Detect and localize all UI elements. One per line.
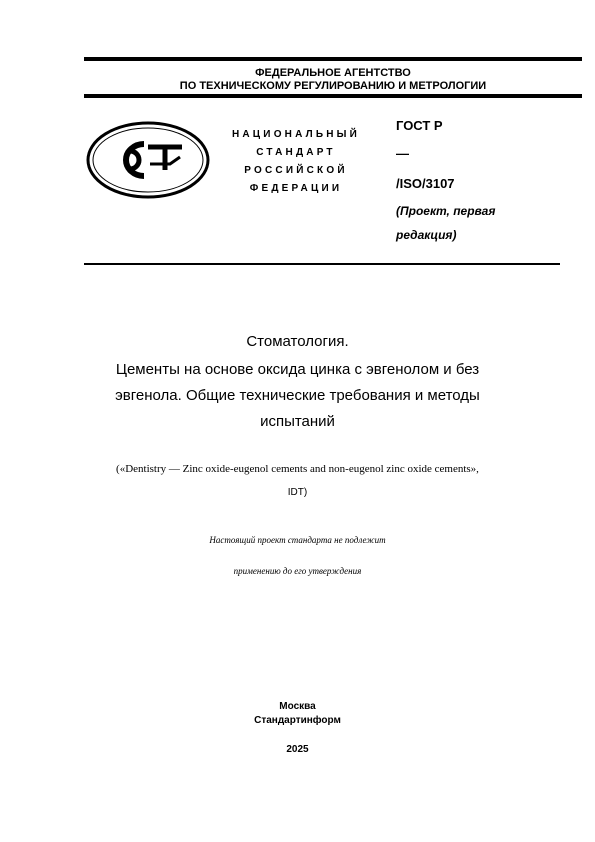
agency-name-line1: ФЕДЕРАЛЬНОЕ АГЕНТСТВО [255,67,411,79]
national-standard-line: РОССИЙСКОЙ [244,165,348,176]
section-divider [84,263,560,265]
project-edition-line1: (Проект, первая [396,204,496,218]
national-standard-line: НАЦИОНАЛЬНЫЙ [231,129,361,140]
project-edition-line2: редакция) [396,228,457,242]
national-standard-line: ФЕДЕРАЦИИ [249,183,343,194]
document-title-line4: испытаний [260,413,335,430]
draft-note-line1: Настоящий проект стандарта не подлежит [209,535,386,545]
agency-name-line2: ПО ТЕХНИЧЕСКОМУ РЕГУЛИРОВАНИЮ И МЕТРОЛОГИИ [179,80,487,92]
rst-certification-mark-icon [86,120,210,200]
header-bottom-rule [84,94,582,98]
draft-note-line2: применению до его утверждения [233,566,362,576]
header-top-rule [84,57,582,61]
original-title-line2: IDT) [287,487,308,498]
document-title-line1: Стоматология. [246,333,349,350]
publication-year: 2025 [286,744,309,755]
standard-designation-dash: — [396,146,409,161]
original-title-line1: («Dentistry — Zinc oxide-eugenol cements and non-eugenol zinc oxide cements», [116,463,479,475]
document-title-line3: эвгенола. Общие технические требования и методы [115,387,480,404]
national-standard-line: СТАНДАРТ [256,147,336,158]
document-title-line2: Цементы на основе оксида цинка с эвгенолом и без [115,361,480,378]
publisher-name: Стандартинформ [254,715,341,726]
standard-designation-number: /ISO/3107 [396,176,455,191]
national-standard-caption [216,126,376,198]
standard-designation-prefix: ГОСТ Р [396,118,443,133]
publication-city: Москва [279,701,316,712]
